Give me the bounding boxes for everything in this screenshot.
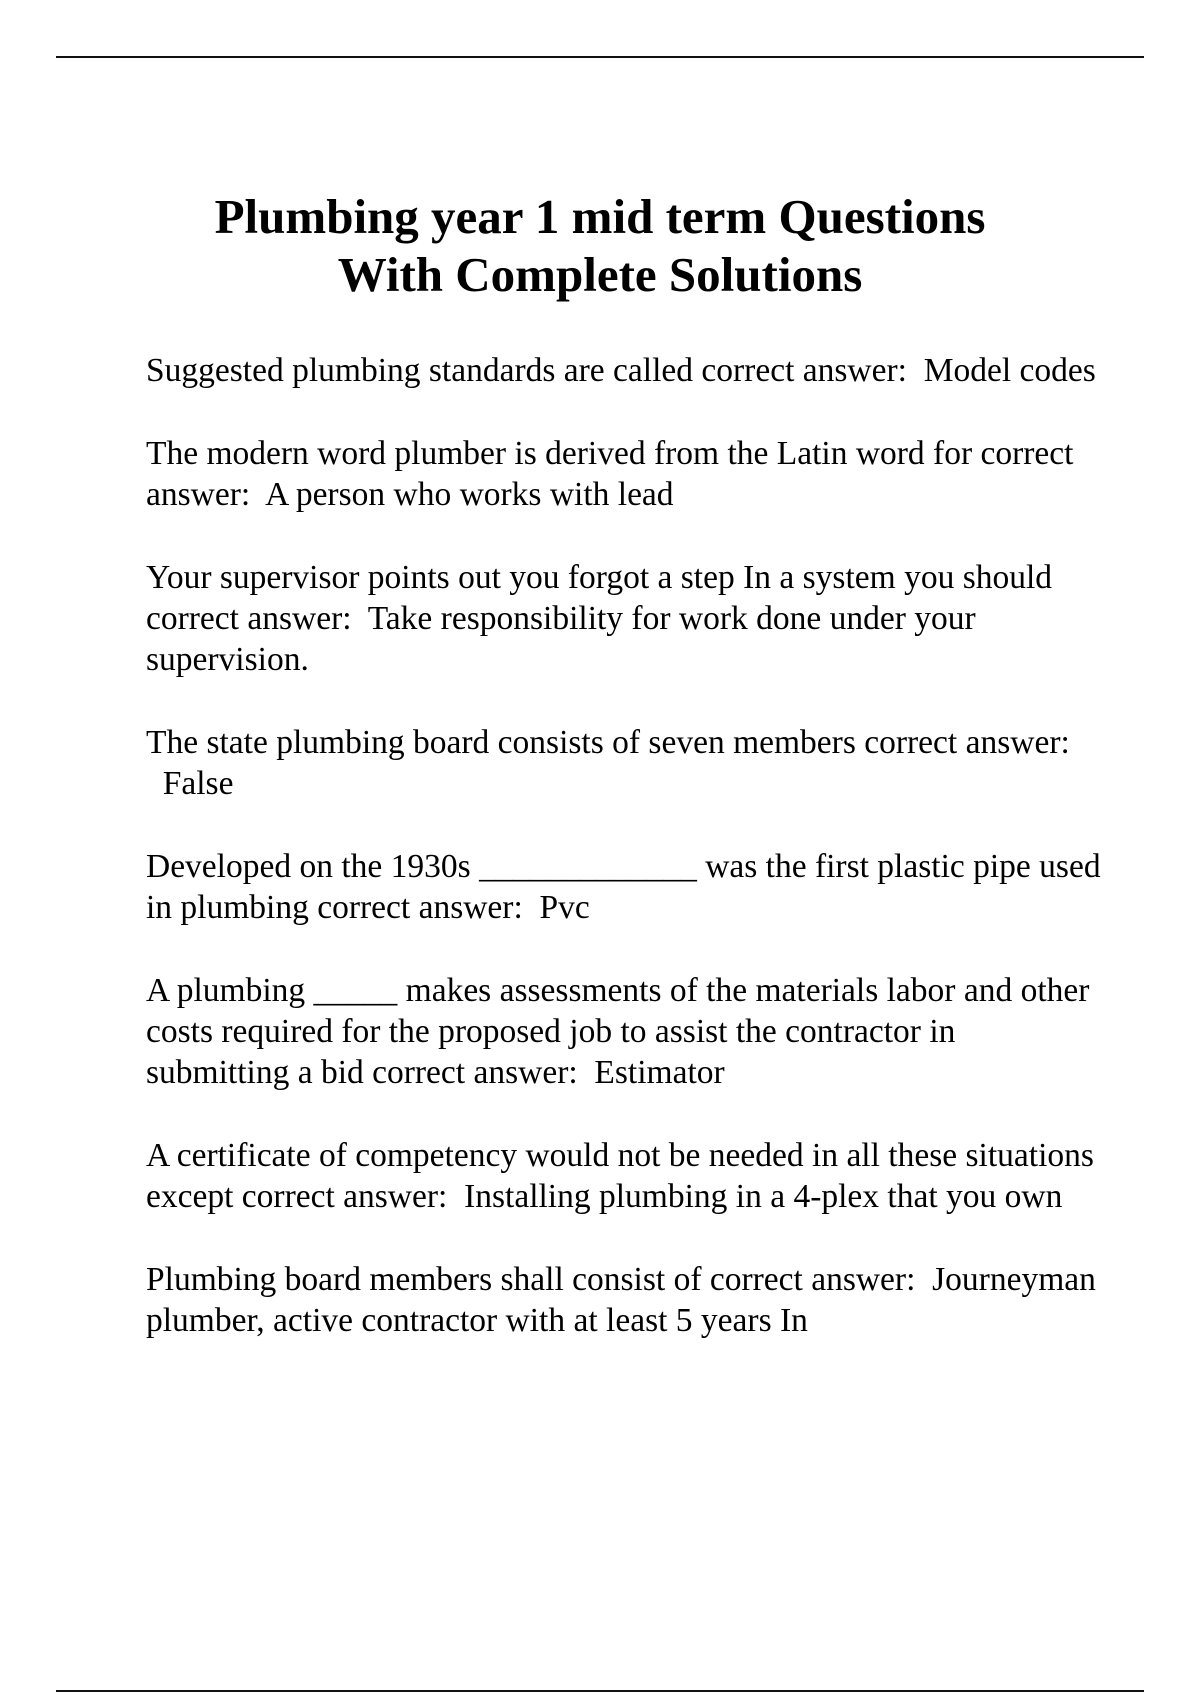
qa-item-5 — [146, 846, 1101, 928]
top-rule — [56, 56, 1144, 58]
answer-text: A person who works with lead — [265, 476, 674, 513]
answer-label: correct answer: — [146, 435, 1074, 513]
answer-label: correct answer: — [372, 1054, 578, 1091]
answer-label: correct answer: — [146, 600, 352, 637]
page-title — [100, 188, 1100, 304]
answer-text: Model codes — [923, 352, 1096, 389]
question-text: A plumbing _____ makes assessments of the materials labor and other costs required for the proposed job to assist the contractor in submitting a bid — [146, 972, 1090, 1091]
qa-list — [146, 350, 1101, 1383]
qa-item-4 — [146, 722, 1101, 804]
answer-label: correct answer: — [709, 1261, 916, 1298]
answer-text: Take responsibility for work done under your supervision. — [146, 600, 976, 678]
qa-item-2 — [146, 433, 1101, 515]
answer-text: Installing plumbing in a 4-plex that you own — [464, 1178, 1063, 1215]
question-text: Your supervisor points out you forgot a step In a system you should — [146, 559, 1053, 596]
question-text: Developed on the 1930s _____________ was the first plastic pipe used in plumbing — [146, 848, 1101, 926]
title-line-1: Plumbing year 1 mid term Questions — [214, 189, 986, 244]
qa-item-6 — [146, 970, 1101, 1093]
question-text: The modern word plumber is derived from the Latin word for — [146, 435, 973, 472]
qa-item-3 — [146, 557, 1101, 680]
question-text: Suggested plumbing standards are called — [146, 352, 694, 389]
question-text: The state plumbing board consists of seven members — [146, 724, 856, 761]
answer-label: correct answer: — [864, 724, 1070, 761]
qa-item-1 — [146, 350, 1101, 391]
bottom-rule — [56, 1690, 1144, 1692]
answer-label: correct answer: — [241, 1178, 448, 1215]
question-text: A certificate of competency would not be needed in all these situations except — [146, 1137, 1094, 1215]
question-text: Plumbing board members shall consist of — [146, 1261, 702, 1298]
answer-text: Journeyman plumber, active contractor with at least 5 years In — [146, 1261, 1096, 1339]
qa-item-7 — [146, 1135, 1101, 1217]
answer-text: False — [162, 765, 234, 802]
answer-label: correct answer: — [701, 352, 907, 389]
answer-label: correct answer: — [317, 889, 523, 926]
answer-text: Pvc — [539, 889, 590, 926]
answer-text: Estimator — [594, 1054, 725, 1091]
qa-item-8 — [146, 1259, 1101, 1341]
title-line-2: With Complete Solutions — [337, 247, 863, 302]
